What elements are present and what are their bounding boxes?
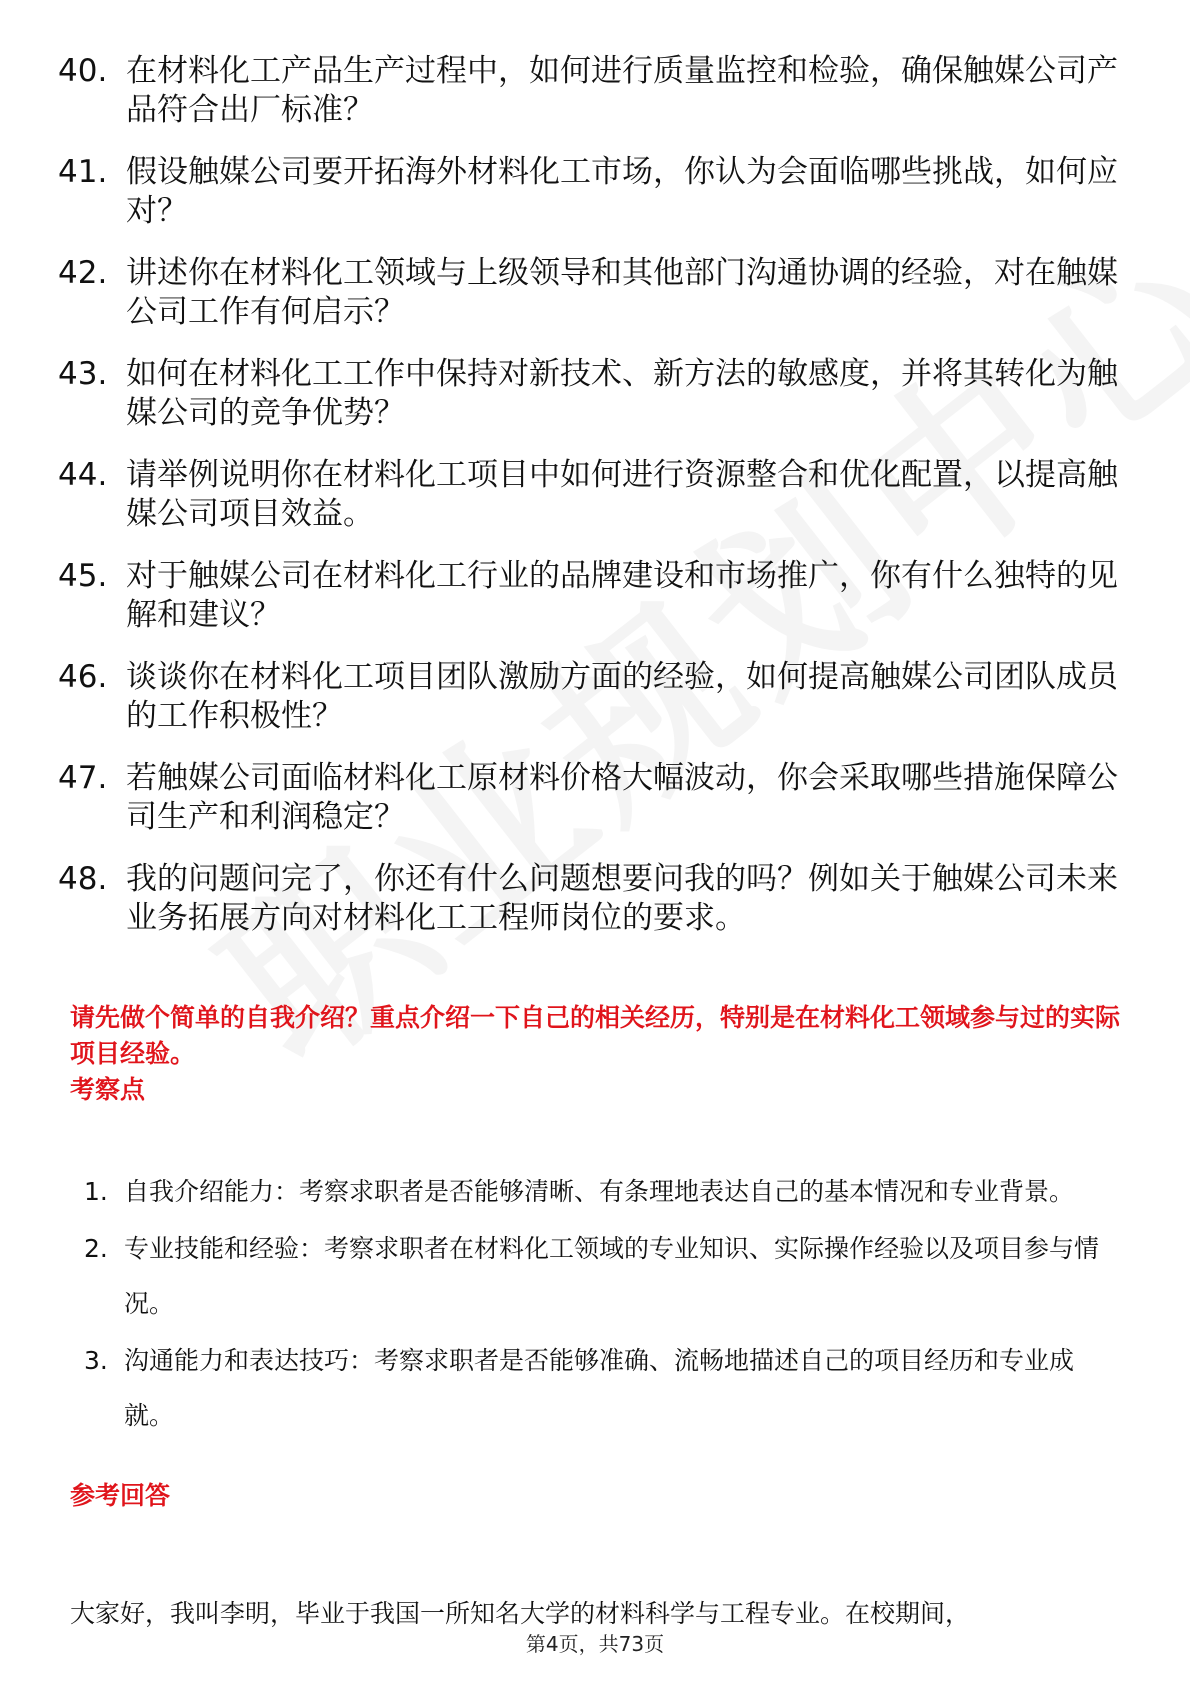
point-text: 专业技能和经验：考察求职者在材料化工领域的专业知识、实际操作经验以及项目参与情况。 xyxy=(124,1234,1100,1318)
list-item xyxy=(58,254,1118,332)
item-number: 46. xyxy=(58,659,108,695)
point-text: 自我介绍能力：考察求职者是否能够清晰、有条理地表达自己的基本情况和专业背景。 xyxy=(124,1177,1075,1206)
item-number: 48. xyxy=(58,861,108,897)
item-number: 3. xyxy=(84,1346,108,1375)
item-number: 2. xyxy=(84,1234,108,1263)
list-item xyxy=(58,355,1118,433)
question-text: 如何在材料化工工作中保持对新技术、新方法的敏感度，并将其转化为触媒公司的竞争优势？ xyxy=(126,356,1118,431)
question-text: 假设触媒公司要开拓海外材料化工市场，你认为会面临哪些挑战，如何应对？ xyxy=(126,154,1118,229)
question-text: 对于触媒公司在材料化工行业的品牌建设和市场推广，你有什么独特的见解和建议？ xyxy=(126,558,1118,633)
question-list xyxy=(58,52,1118,961)
assess-label: 考察点 xyxy=(70,1075,146,1104)
question-text: 在材料化工产品生产过程中，如何进行质量监控和检验，确保触媒公司产品符合出厂标准？ xyxy=(126,53,1118,128)
question-text: 讲述你在材料化工领域与上级领导和其他部门沟通协调的经验，对在触媒公司工作有何启示？ xyxy=(126,255,1118,330)
answer-text: 大家好，我叫李明，毕业于我国一所知名大学的材料科学与工程专业。在校期间， xyxy=(70,1599,971,1628)
list-item xyxy=(58,153,1118,231)
list-item xyxy=(84,1333,1114,1443)
item-number: 45. xyxy=(58,558,108,594)
question-text: 请举例说明你在材料化工项目中如何进行资源整合和优化配置，以提高触媒公司项目效益。 xyxy=(126,457,1118,532)
item-number: 42. xyxy=(58,255,108,291)
question-text: 我的问题问完了，你还有什么问题想要问我的吗？例如关于触媒公司未来业务拓展方向对材料化工工程师岗位的要求。 xyxy=(126,861,1118,936)
point-text: 沟通能力和表达技巧：考察求职者是否能够准确、流畅地描述自己的项目经历和专业成就。 xyxy=(124,1346,1075,1430)
item-number: 1. xyxy=(84,1177,108,1206)
question-text: 谈谈你在材料化工项目团队激励方面的经验，如何提高触媒公司团队成员的工作积极性？ xyxy=(126,659,1118,734)
item-number: 40. xyxy=(58,53,108,89)
assess-points-list xyxy=(84,1164,1114,1445)
list-item xyxy=(58,860,1118,938)
item-number: 44. xyxy=(58,457,108,493)
item-number: 41. xyxy=(58,154,108,190)
section-heading: 请先做个简单的自我介绍？重点介绍一下自己的相关经历，特别是在材料化工领域参与过的实际项目经验。 xyxy=(70,1003,1121,1068)
answer-label: 参考回答 xyxy=(70,1481,171,1510)
item-number: 47. xyxy=(58,760,108,796)
question-text: 若触媒公司面临材料化工原材料价格大幅波动，你会采取哪些措施保障公司生产和利润稳定？ xyxy=(126,760,1118,835)
list-item xyxy=(58,658,1118,736)
list-item xyxy=(58,456,1118,534)
list-item xyxy=(58,759,1118,837)
list-item xyxy=(84,1221,1114,1331)
list-item xyxy=(58,52,1118,130)
list-item xyxy=(84,1164,1114,1219)
item-number: 43. xyxy=(58,356,108,392)
page-footer: 第4页，共73页 xyxy=(0,1628,1190,1684)
list-item xyxy=(58,557,1118,635)
